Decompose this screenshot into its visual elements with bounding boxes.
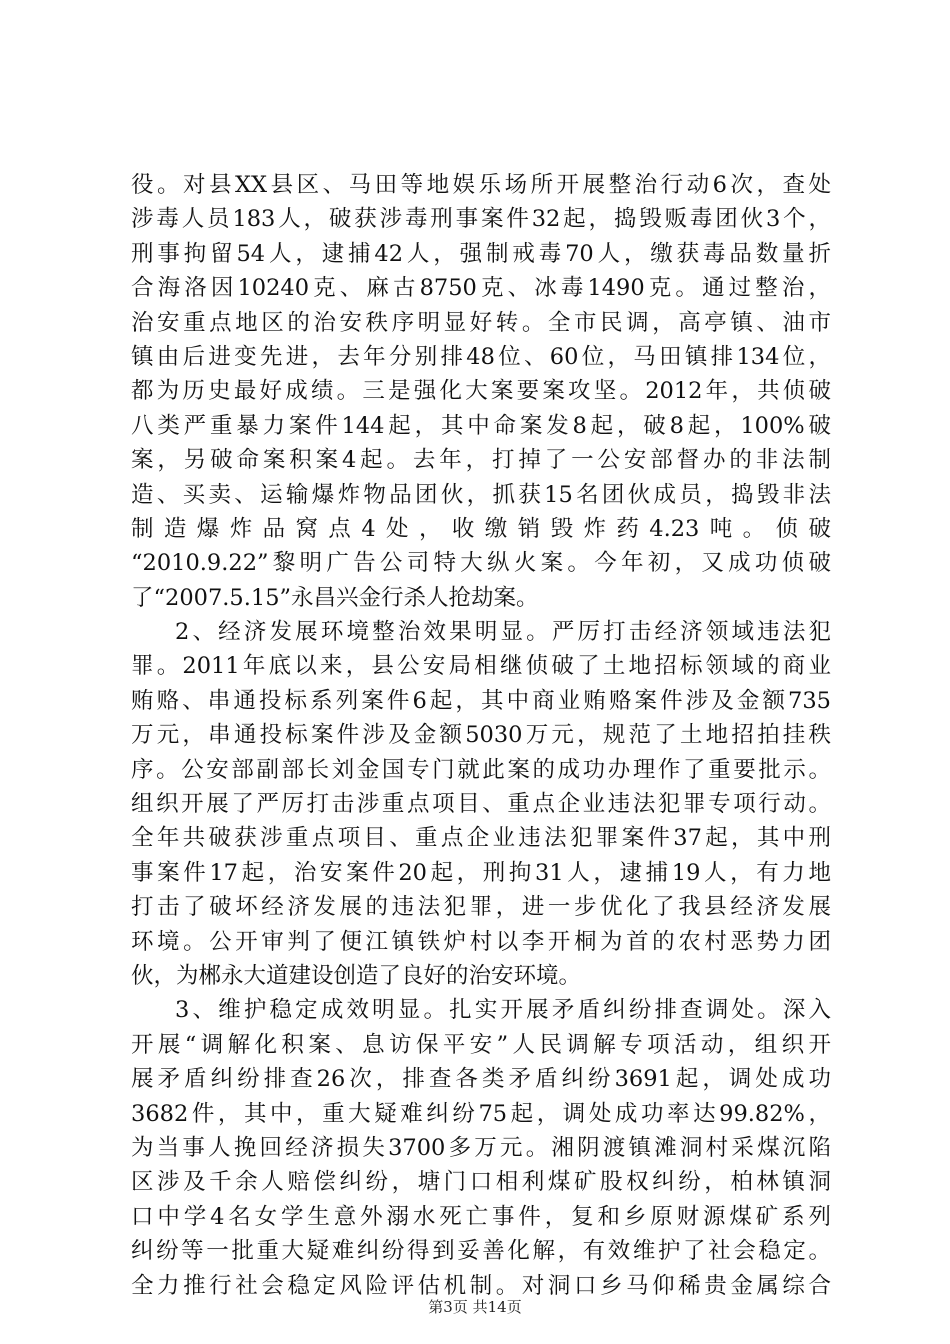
text-line: 镇由后进变先进，去年分别排48位、60位，马田镇排134位， [131,343,831,370]
text-line: 口中学4名女学生意外溺水死亡事件，复和乡原财源煤矿系列 [131,1203,831,1230]
text-line: 罪。2011年底以来，县公安局相继侦破了土地招标领域的商业 [131,653,831,680]
text-line: 序。公安部副部长刘金国专门就此案的成功办理作了重要批示。 [131,756,831,783]
page-footer [0,1297,950,1317]
text-line: “2010.9.22”黎明广告公司特大纵火案。今年初，又成功侦破 [131,550,831,577]
text-line: 展矛盾纠纷排查26次，排查各类矛盾纠纷3691起，调处成功 [131,1066,831,1093]
text-line: 合海洛因10240克、麻古8750克、冰毒1490克。通过整治， [131,275,831,302]
text-line: 全年共破获涉重点项目、重点企业违法犯罪案件37起，其中刑 [131,825,831,852]
text-line: 事案件17起，治安案件20起，刑拘31人，逮捕19人，有力地 [131,859,831,886]
text-line: 全力推行社会稳定风险评估机制。对洞口乡马仰稀贵金属综合 [131,1272,831,1299]
text-line: 都为历史最好成绩。三是强化大案要案攻坚。2012年，共侦破 [131,378,831,405]
text-line: 刑事拘留54人，逮捕42人，强制戒毒70人，缴获毒品数量折 [131,240,831,267]
text-line: 为当事人挽回经济损失3700多万元。湘阴渡镇滩洞村采煤沉陷 [131,1134,831,1161]
paragraph-start-line: 3、维护稳定成效明显。扎实开展矛盾纠纷排查调处。深入 [175,997,831,1024]
text-line: 万元，串通投标案件涉及金额5030万元，规范了土地招拍挂秩 [131,722,831,749]
text-line: 制造爆炸品窝点4处，收缴销毁炸药4.23吨。侦破 [131,515,831,542]
text-line: 了“2007.5.15”永昌兴金行杀人抢劫案。 [131,584,539,611]
text-line: 贿赂、串通投标系列案件6起，其中商业贿赂案件涉及金额735 [131,687,831,714]
body-text [131,168,831,1303]
paragraph-start-line: 2、经济发展环境整治效果明显。严厉打击经济领域违法犯 [175,619,831,646]
text-line: 役。对县XX县区、马田等地娱乐场所开展整治行动6次，查处 [131,172,831,198]
text-line: 案，另破命案积案4起。去年，打掉了一公安部督办的非法制 [131,447,831,474]
text-line: 造、买卖、运输爆炸物品团伙，抓获15名团伙成员，捣毁非法 [131,481,831,508]
text-line: 伙，为郴永大道建设创造了良好的治安环境。 [131,962,582,989]
text-line: 组织开展了严厉打击涉重点项目、重点企业违法犯罪专项行动。 [131,791,831,818]
text-line: 纠纷等一批重大疑难纠纷得到妥善化解，有效维护了社会稳定。 [131,1238,831,1265]
text-line: 开展“调解化积案、息访保平安”人民调解专项活动，组织开 [131,1031,831,1058]
text-line: 治安重点地区的治安秩序明显好转。全市民调，高亭镇、油市 [131,309,831,336]
page-number-label: 第3页 共14页 [428,1298,522,1316]
text-line: 区涉及千余人赔偿纠纷，塘门口相利煤矿股权纠纷，柏林镇洞 [131,1169,831,1196]
text-line: 八类严重暴力案件144起，其中命案发8起，破8起，100%破 [131,412,831,439]
text-line: 涉毒人员183人，破获涉毒刑事案件32起，捣毁贩毒团伙3个， [131,206,831,233]
text-line: 3682件，其中，重大疑难纠纷75起，调处成功率达99.82%， [131,1100,831,1127]
text-line: 环境。公开审判了便江镇铁炉村以李开桐为首的农村恶势力团 [131,928,831,955]
text-line: 打击了破坏经济发展的违法犯罪，进一步优化了我县经济发展 [131,894,831,921]
